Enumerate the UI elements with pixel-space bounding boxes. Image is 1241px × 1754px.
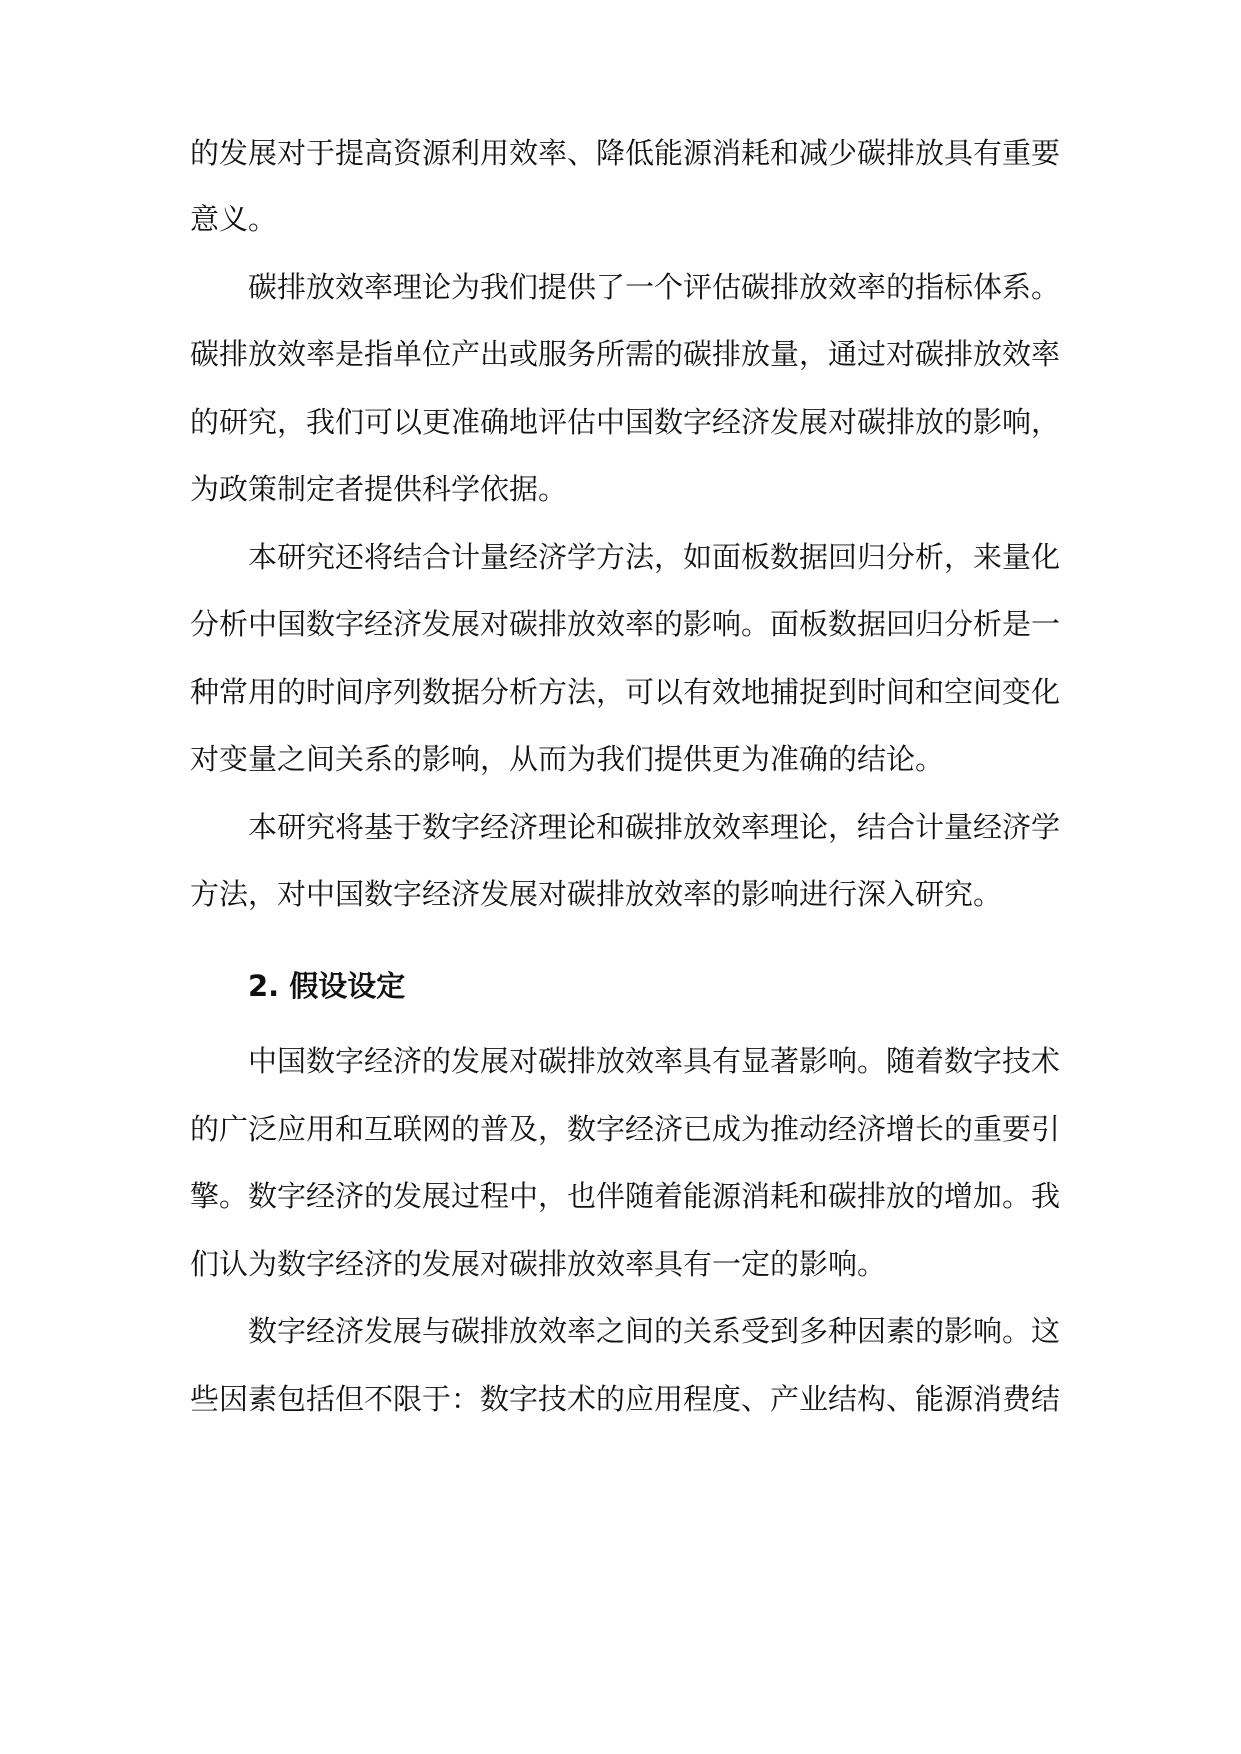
paragraph-line: 的广泛应用和互联网的普及，数字经济已成为推动经济增长的重要引 (190, 1112, 1061, 1146)
paragraph-line: 本研究将基于数字经济理论和碳排放效率理论，结合计量经济学 (248, 810, 1061, 844)
paragraph-line: 碳排放效率是指单位产出或服务所需的碳排放量，通过对碳排放效率 (190, 337, 1061, 371)
paragraph-line: 的发展对于提高资源利用效率、降低能源消耗和减少碳排放具有重要 (190, 136, 1061, 170)
paragraph-line: 分析中国数字经济发展对碳排放效率的影响。面板数据回归分析是一 (190, 607, 1061, 641)
paragraph-line: 种常用的时间序列数据分析方法，可以有效地捕捉到时间和空间变化 (190, 675, 1061, 709)
paragraph-line: 对变量之间关系的影响，从而为我们提供更为准确的结论。 (190, 742, 945, 776)
paragraph-line: 中国数字经济的发展对碳排放效率具有显著影响。随着数字技术 (248, 1044, 1061, 1078)
paragraph-line: 数字经济发展与碳排放效率之间的关系受到多种因素的影响。这 (248, 1314, 1061, 1348)
paragraph-line: 意义。 (190, 202, 278, 236)
paragraph-line: 碳排放效率理论为我们提供了一个评估碳排放效率的指标体系。 (248, 270, 1061, 304)
paragraph-line: 本研究还将结合计量经济学方法，如面板数据回归分析，来量化 (248, 540, 1061, 574)
paragraph-line: 的研究，我们可以更准确地评估中国数字经济发展对碳排放的影响， (190, 405, 1061, 439)
section-heading: 2. 假设设定 (248, 969, 406, 1003)
paragraph-line: 些因素包括但不限于：数字技术的应用程度、产业结构、能源消费结 (190, 1382, 1061, 1416)
paragraph-line: 擎。数字经济的发展过程中，也伴随着能源消耗和碳排放的增加。我 (190, 1179, 1061, 1213)
paragraph-line: 们认为数字经济的发展对碳排放效率具有一定的影响。 (190, 1247, 887, 1281)
paragraph-line: 方法，对中国数字经济发展对碳排放效率的影响进行深入研究。 (190, 877, 1003, 911)
paragraph-line: 为政策制定者提供科学依据。 (190, 472, 568, 506)
